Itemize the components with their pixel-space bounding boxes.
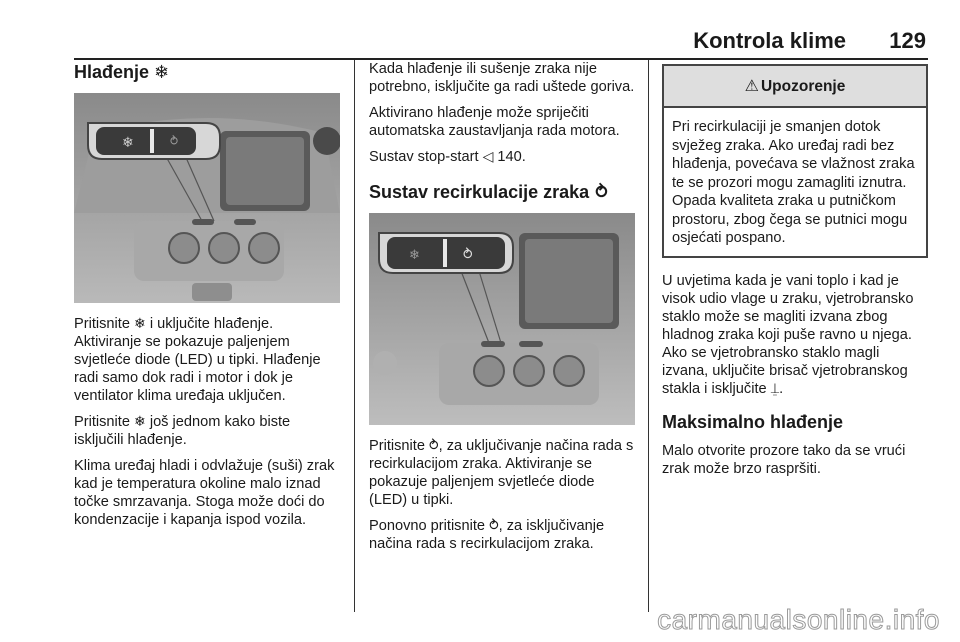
recirculation-button-illustration xyxy=(369,213,635,425)
chapter-title: Kontrola klime xyxy=(693,28,846,53)
svg-text:⥁: ⥁ xyxy=(170,134,179,148)
paragraph-dehumidify: Klima uređaj hladi i odvlažuje (suši) zrak kad je temperatura okoline malo iznad točke smrzavanja. Stoga može doći do kondenzacije i kapanja ispod vozila. xyxy=(74,458,335,528)
ac-snowflake-icon: ❄ xyxy=(134,414,146,430)
paragraph-autostop: Aktivirano hlađenje može spriječiti automatska zaustavljanja rada motora. xyxy=(369,105,620,139)
column-2 xyxy=(369,60,635,561)
column-3 xyxy=(662,60,928,486)
paragraph-max-cooling: Malo otvorite prozore tako da se vrući zrak može brzo raspršiti. xyxy=(662,442,906,477)
paragraph-recirc-on: Pritisnite ⥁, za uključivanje načina rada s recirkulacijom zraka. Aktiviranje se pokazuje paljenjem svjetleće diode (LED) u tipki. xyxy=(369,438,634,508)
paragraph-fuel-saving: Kada hlađenje ili sušenje zraka nije potrebno, isključite ga radi uštede goriva. xyxy=(369,61,635,95)
warning-title: Upozorenje xyxy=(760,78,846,95)
section-heading-recirculation: Sustav recirkulacije zraka ⥁ xyxy=(369,182,610,203)
page-header xyxy=(74,22,928,54)
windscreen-defrost-icon: ⍊ xyxy=(770,380,780,397)
column-divider-2 xyxy=(648,60,649,612)
ac-button-illustration xyxy=(74,93,340,303)
svg-text:❄: ❄ xyxy=(409,248,420,263)
paragraph-cooling-off: Pritisnite ❄ još jednom kako biste isključili hlađenje. xyxy=(74,414,291,448)
recirculation-icon: ⥁ xyxy=(429,438,439,454)
warning-header xyxy=(664,66,926,108)
svg-text:❄: ❄ xyxy=(122,135,134,151)
warning-text: Pri recirkulaciji je smanjen dotok svježeg zraka. Ako uređaj radi bez hlađenja, povećava se vlažnost zraka te se prozori mogu zamagliti iznutra. Opada kvaliteta zraka u putničkom prostoru, zbog čega se putnici mogu osjećati pospano. xyxy=(672,119,915,246)
paragraph-cooling-on: Pritisnite ❄ i uključite hlađenje. Aktiviranje se pokazuje paljenjem svjetleće diode (LED) u tipki. Hlađenje radi samo dok radi i motor i dok je ventilator klima uređaja uključen. xyxy=(74,316,321,404)
section-heading-cooling: Hlađenje ❄ xyxy=(74,62,170,83)
paragraph-stopstart-ref: Sustav stop-start ◁ 140. xyxy=(369,149,526,165)
section-heading-max-cooling: Maksimalno hlađenje xyxy=(662,411,844,432)
recirculation-icon: ⥁ xyxy=(489,518,499,534)
paragraph-recirc-off: Ponovno pritisnite ⥁, za isključivanje načina rada s recirkulacijom zraka. xyxy=(369,518,605,552)
paragraph-fogging: U uvjetima kada je vani toplo i kad je visok udio vlage u zraku, vjetrobransko staklo može se magliti izvana zbog hladnog zraka koji puše ravno u njega. Ako se vjetrobransko staklo magli izvana, uključite brisač vjetrobranskog stakla i isključite ⍊. xyxy=(662,272,914,397)
page-reference-icon: ◁ xyxy=(482,149,494,165)
warning-triangle-icon: ⚠ xyxy=(744,76,759,95)
recirculation-icon: ⥁ xyxy=(594,182,610,203)
ac-snowflake-icon: ❄ xyxy=(154,62,170,83)
page-number: 129 xyxy=(889,28,926,53)
warning-box xyxy=(662,64,928,258)
warning-body xyxy=(664,108,926,256)
column-1 xyxy=(74,60,340,537)
page-reference-link[interactable]: 140. xyxy=(497,149,526,165)
svg-text:⥁: ⥁ xyxy=(463,247,473,263)
ac-snowflake-icon: ❄ xyxy=(134,316,146,332)
watermark: carmanualsonline.info xyxy=(657,604,940,635)
column-divider-1 xyxy=(354,60,355,612)
